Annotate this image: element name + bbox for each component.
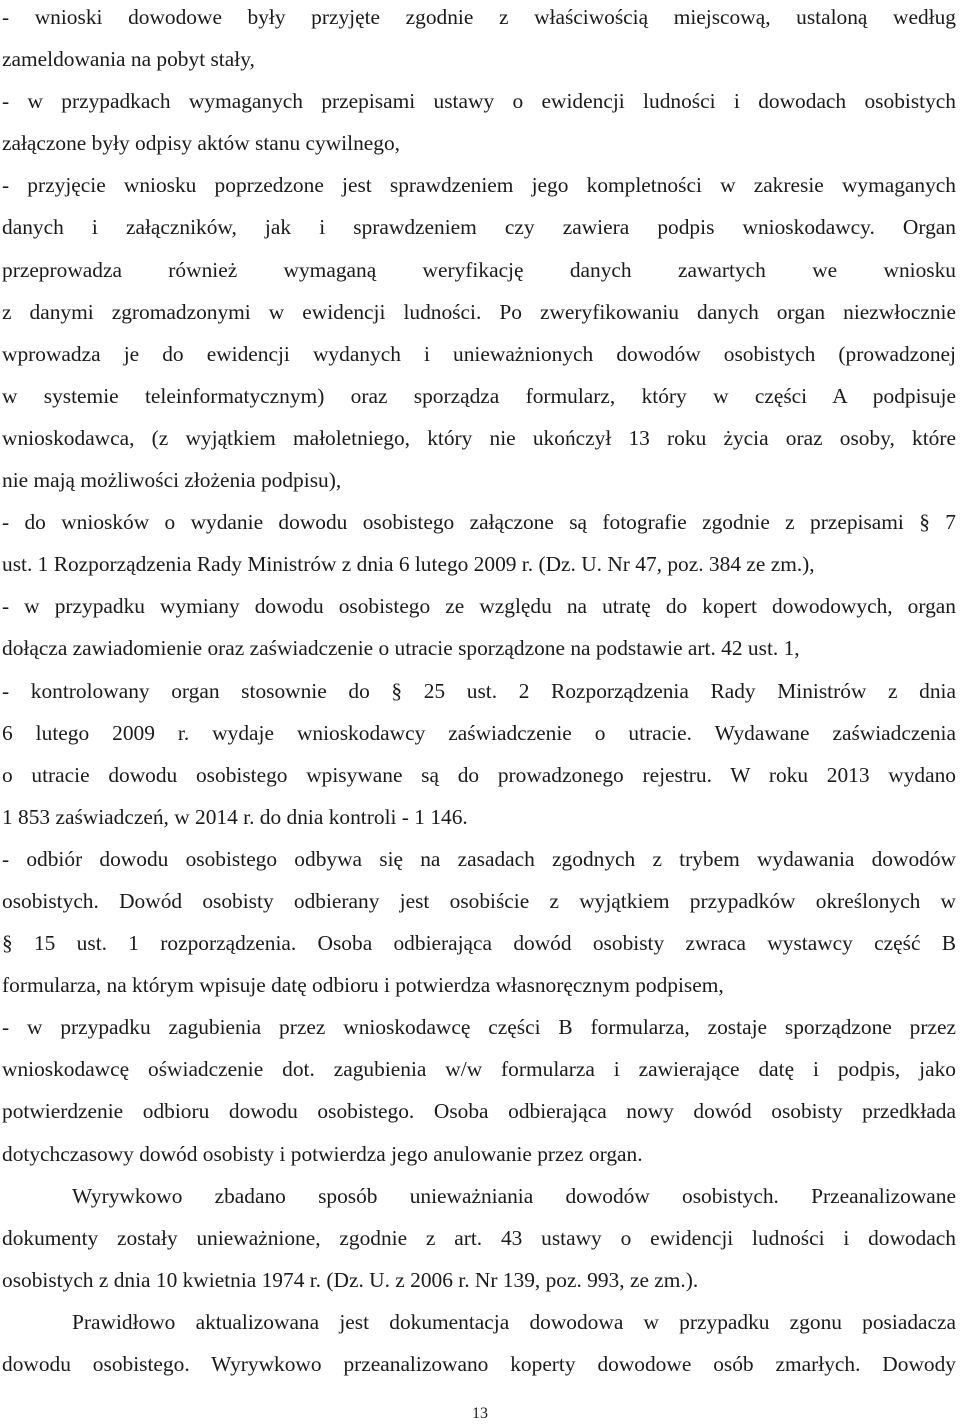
text-line: z danymi zgromadzonymi w ewidencji ludności. Po zweryfikowaniu danych organ niezwłocznie [2, 299, 956, 324]
text-line: ust. 1 Rozporządzenia Rady Ministrów z dnia 6 lutego 2009 r. (Dz. U. Nr 47, poz. 384 ze zm.), [2, 552, 815, 577]
text-line: w systemie teleinformatycznym) oraz sporządza formularz, który w części A podpisuje [2, 383, 956, 408]
text-line: potwierdzenie odbioru dowodu osobistego. Osoba odbierająca nowy dowód osobisty przedkłada [2, 1099, 956, 1124]
text-line: - przyjęcie wniosku poprzedzone jest sprawdzeniem jego kompletności w zakresie wymaganych [2, 173, 956, 198]
text-line: Wyrywkowo zbadano sposób unieważniania dowodów osobistych. Przeanalizowane [72, 1183, 956, 1208]
text-line: dotychczasowy dowód osobisty i potwierdza jego anulowanie przez organ. [2, 1141, 643, 1166]
text-line: danych i załączników, jak i sprawdzeniem czy zawiera podpis wnioskodawcy. Organ [2, 215, 956, 240]
body-text [2, 0, 956, 1385]
text-line: przeprowadza również wymaganą weryfikację danych zawartych we wniosku [2, 257, 956, 282]
text-line: dołącza zawiadomienie oraz zaświadczenie o utracie sporządzone na podstawie art. 42 ust. 1, [2, 636, 800, 661]
text-line: załączone były odpisy aktów stanu cywilnego, [2, 131, 400, 156]
text-line: formularza, na którym wpisuje datę odbioru i potwierdza własnoręcznym podpisem, [2, 973, 724, 998]
text-line: dowodu osobistego. Wyrywkowo przeanalizowano koperty dowodowe osób zmarłych. Dowody [2, 1352, 956, 1376]
text-line: - do wniosków o wydanie dowodu osobistego załączone są fotografie zgodnie z przepisami § 7 [2, 510, 956, 535]
text-line: - w przypadkach wymaganych przepisami ustawy o ewidencji ludności i dowodach osobistych [2, 89, 956, 114]
text-line: - odbiór dowodu osobistego odbywa się na zasadach zgodnych z trybem wydawania dowodów [2, 846, 956, 871]
text-line: - kontrolowany organ stosownie do § 25 ust. 2 Rozporządzenia Rady Ministrów z dnia [2, 678, 956, 703]
page-number: 13 [472, 1405, 488, 1422]
text-line: wprowadza je do ewidencji wydanych i unieważnionych dowodów osobistych (prowadzonej [2, 341, 956, 366]
text-line: 6 lutego 2009 r. wydaje wnioskodawcy zaświadczenie o utracie. Wydawane zaświadczenia [2, 720, 956, 745]
text-line: - wnioski dowodowe były przyjęte zgodnie z właściwością miejscową, ustaloną według [2, 5, 956, 29]
text-line: § 15 ust. 1 rozporządzenia. Osoba odbierająca dowód osobisty zwraca wystawcy część B [2, 931, 956, 956]
text-line: o utracie dowodu osobistego wpisywane są do prowadzonego rejestru. W roku 2013 wydano [2, 762, 956, 787]
text-line: dokumenty zostały unieważnione, zgodnie z art. 43 ustawy o ewidencji ludności i dowodach [2, 1225, 956, 1250]
text-line: wnioskodawca, (z wyjątkiem małoletniego, który nie ukończył 13 roku życia oraz osoby, które [2, 425, 956, 450]
document-body [2, 0, 956, 1385]
text-line: - w przypadku wymiany dowodu osobistego ze względu na utratę do kopert dowodowych, organ [2, 594, 956, 619]
text-line: zameldowania na pobyt stały, [2, 47, 255, 72]
text-line: 1 853 zaświadczeń, w 2014 r. do dnia kontroli - 1 146. [2, 804, 468, 829]
text-line: wnioskodawcę oświadczenie dot. zagubienia w/w formularza i zawierające datę i podpis, jako [2, 1057, 956, 1082]
text-line: nie mają możliwości złożenia podpisu), [2, 468, 342, 493]
text-line: - w przypadku zagubienia przez wnioskodawcę części B formularza, zostaje sporządzone przez [2, 1015, 956, 1040]
text-line: osobistych. Dowód osobisty odbierany jest osobiście z wyjątkiem przypadków określonych w [2, 888, 956, 913]
text-line: osobistych z dnia 10 kwietnia 1974 r. (Dz. U. z 2006 r. Nr 139, poz. 993, ze zm.). [2, 1267, 699, 1292]
text-line: Prawidłowo aktualizowana jest dokumentacja dowodowa w przypadku zgonu posiadacza [72, 1309, 956, 1334]
